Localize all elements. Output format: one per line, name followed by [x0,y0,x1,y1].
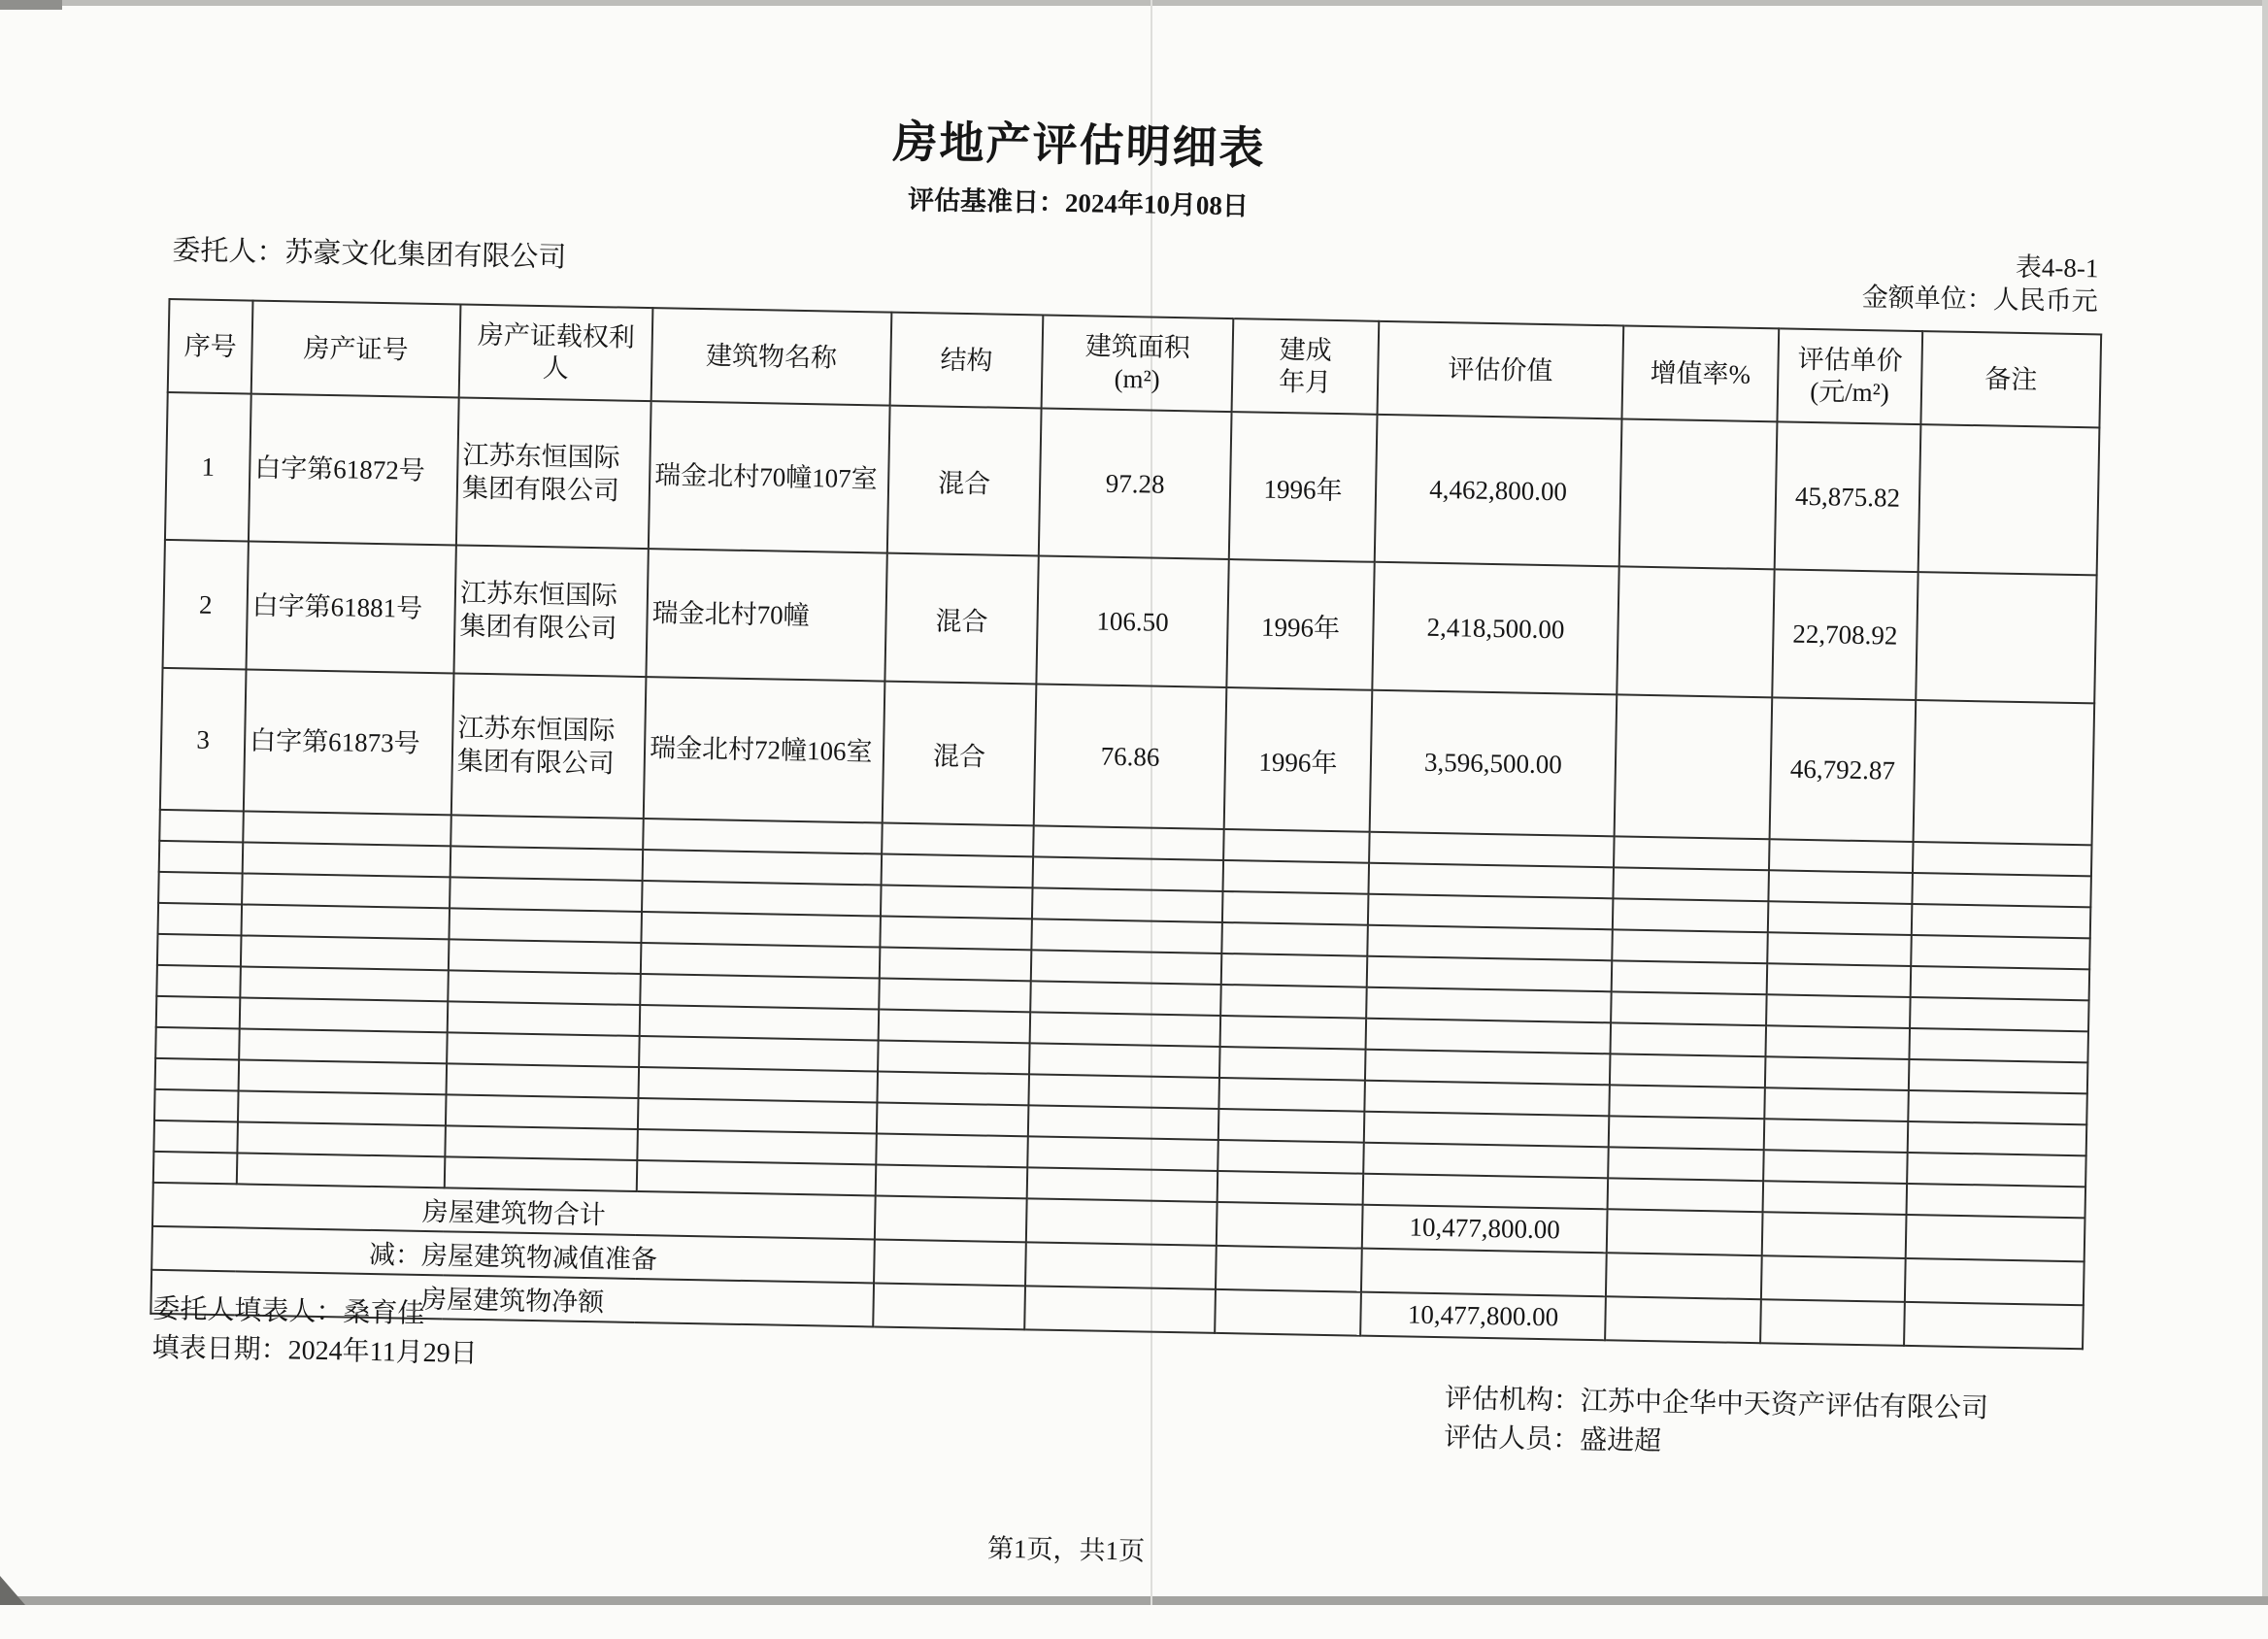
empty-cell [239,1059,448,1094]
empty-cell [1765,1025,1910,1059]
empty-cell [879,1010,1031,1044]
cell-remarks [1918,424,2100,575]
col-header-unit-price: 评估单价 (元/m²) [1777,328,1922,424]
empty-cell [1031,919,1222,953]
empty-cell [1033,825,1224,860]
empty-cell [1218,1078,1365,1112]
empty-cell [1764,1087,1909,1121]
cell-structure [873,1283,1025,1329]
empty-cell [877,1071,1029,1105]
empty-cell [238,1090,447,1125]
empty-cell [640,1005,880,1041]
empty-cell [878,1040,1030,1074]
cell-remarks [1904,1302,2084,1349]
empty-cell [449,908,642,943]
empty-cell [153,1121,238,1154]
empty-cell [243,811,451,846]
empty-cell [243,842,451,877]
empty-cell [448,1001,641,1036]
empty-cell [1366,1019,1612,1054]
empty-cell [1909,1028,2088,1062]
cell-appraised-value: 4,462,800.00 [1375,415,1622,567]
empty-cell [638,1067,878,1103]
empty-cell [239,1028,448,1063]
empty-cell [159,810,244,843]
fill-date-line: 填表日期：2024年11月29日 [151,1332,478,1369]
empty-cell [1908,1090,2087,1124]
empty-cell [1029,1043,1220,1078]
empty-cell [637,1129,877,1165]
empty-cell [445,1156,638,1191]
empty-cell [242,873,450,908]
cell-appreciation-rate [1607,1209,1763,1255]
cell-structure: 混合 [884,553,1038,685]
col-header-year-built: 建成 年月 [1232,318,1380,415]
col-header-owner: 房产证载权利人 [459,304,653,401]
cell-year-built: 1996年 [1224,687,1373,832]
empty-cell [1369,832,1615,868]
scan-edge-top [0,0,2268,6]
cell-remarks [1914,700,2095,845]
col-header-cert-no: 房产证号 [251,301,461,398]
empty-cell [1907,1184,2086,1218]
cell-unit-price: 45,875.82 [1775,421,1921,572]
empty-cell [1766,994,1911,1028]
empty-cell [240,966,449,1001]
cell-unit-price [1762,1212,1907,1258]
empty-cell [237,1121,446,1156]
empty-cell [1612,929,1768,963]
empty-cell [156,996,241,1029]
cell-appraised-value: 10,477,800.00 [1360,1292,1606,1341]
summary-label-impairment: 减：房屋建筑物减值准备 [151,1226,875,1284]
cell-appreciation-rate [1606,1253,1762,1299]
cell-structure [874,1239,1026,1286]
empty-cell [241,904,450,939]
empty-cell [643,850,883,886]
empty-cell [1907,1153,2086,1187]
empty-cell [876,1133,1028,1167]
col-header-building-name: 建筑物名称 [651,308,892,405]
empty-cell [1033,856,1224,891]
empty-cell [445,1125,638,1160]
empty-cell [876,1164,1028,1198]
empty-cell [1368,894,1614,930]
cell-seq: 2 [163,540,249,670]
cell-remarks [1905,1258,2085,1305]
empty-cell [1031,950,1222,985]
cell-floor-area: 97.28 [1039,408,1232,559]
empty-cell [1908,1121,2087,1155]
empty-cell [1912,904,2091,938]
empty-cell [241,935,450,970]
empty-cell [1911,935,2090,969]
empty-cell [1913,842,2092,876]
cell-floor-area [1025,1242,1217,1289]
empty-cell [1367,956,1613,992]
empty-cell [1610,1054,1766,1087]
empty-cell [450,846,644,881]
empty-cell [1768,901,1913,935]
empty-cell [448,970,641,1005]
cell-year-built [1217,1202,1363,1249]
empty-cell [1218,1109,1365,1143]
cell-seq: 1 [165,392,251,542]
col-header-remarks: 备注 [1920,331,2101,427]
empty-cell [1219,1047,1366,1081]
empty-cell [156,965,241,998]
empty-cell [1030,1012,1221,1047]
cell-cert-no: 白字第61881号 [247,542,456,674]
appraiser-line: 评估人员：盛进超 [1443,1422,1662,1457]
col-header-structure: 结构 [890,313,1044,409]
empty-cell [1220,1016,1367,1050]
cell-structure [875,1195,1027,1242]
col-header-appraised-value: 评估价值 [1378,321,1624,419]
cell-owner: 江苏东恒国际集团有限公司 [451,673,647,819]
empty-cell [158,872,243,905]
empty-cell [157,934,242,967]
cell-building-name: 瑞金北村70幢 [646,549,886,681]
empty-cell [1028,1074,1219,1109]
cell-seq: 3 [160,668,247,812]
empty-cell [1909,1059,2088,1093]
cell-cert-no: 白字第61872号 [249,394,459,546]
empty-cell [640,974,880,1010]
empty-cell [1911,966,2090,1000]
page-title: 房地产评估明细表 [892,117,1266,174]
empty-cell [879,979,1031,1013]
col-header-appreciation-rate: 增值率% [1621,325,1779,421]
cell-floor-area [1024,1286,1216,1333]
cell-year-built: 1996年 [1226,559,1374,690]
empty-cell [1613,867,1769,901]
cell-appraised-value: 2,418,500.00 [1372,562,1618,695]
empty-cell [1364,1081,1610,1117]
cell-unit-price [1760,1299,1905,1346]
cell-appreciation-rate [1619,418,1778,569]
cell-unit-price: 46,792.87 [1770,697,1917,842]
cell-year-built: 1996年 [1229,412,1378,562]
empty-cell [1027,1167,1218,1202]
empty-cell [643,819,883,854]
cell-floor-area: 76.86 [1034,684,1227,829]
empty-cell [447,1063,640,1098]
empty-cell [158,903,243,936]
empty-cell [1223,829,1370,863]
agency-line: 评估机构：江苏中企华中天资产评估有限公司 [1444,1384,1989,1424]
empty-cell [1367,925,1613,961]
cell-remarks [1906,1215,2085,1261]
empty-cell [880,948,1032,982]
document-header [10,101,2147,239]
cell-owner: 江苏东恒国际集团有限公司 [453,545,648,677]
empty-cell [1610,1022,1766,1056]
empty-cell [1217,1140,1364,1174]
cell-structure: 混合 [887,406,1042,556]
empty-cell [1613,898,1769,932]
cell-unit-price [1761,1255,1906,1302]
empty-cell [1768,870,1913,904]
empty-cell [153,1152,238,1185]
cell-building-name: 瑞金北村70幢107室 [649,401,890,552]
empty-cell [1032,887,1223,922]
empty-cell [641,943,881,979]
cell-appreciation-rate [1617,566,1774,697]
preparer-line: 委托人填表人：桑育佳 [152,1293,425,1329]
empty-cell [1612,960,1768,994]
empty-cell [450,815,644,850]
currency-unit: 金额单位：人民币元 [1861,282,2099,317]
empty-cell [1912,873,2091,907]
cell-year-built [1216,1246,1362,1292]
cell-remarks [1916,572,2096,703]
empty-cell [639,1036,879,1072]
empty-cell [1763,1181,1908,1215]
empty-cell [1363,1143,1609,1179]
page-indicator: 第1页，共1页 [986,1533,1146,1566]
empty-cell [642,881,882,917]
empty-cell [1910,997,2089,1031]
cell-floor-area: 106.50 [1036,555,1228,687]
empty-cell [881,886,1033,920]
empty-cell [638,1098,878,1134]
empty-cell [877,1102,1029,1136]
empty-cell [1368,863,1614,899]
empty-cell [1609,1085,1765,1119]
empty-cell [155,1058,240,1091]
empty-cell [155,1027,240,1060]
scan-edge-right [2262,0,2268,1605]
empty-cell [1609,1116,1765,1150]
cell-owner: 江苏东恒国际集团有限公司 [456,397,651,549]
empty-cell [1767,963,1912,997]
empty-cell [1364,1112,1610,1148]
empty-cell [1027,1136,1218,1171]
empty-cell [882,854,1034,888]
empty-cell [1611,991,1767,1025]
summary-label-net: 房屋建筑物净额 [150,1270,874,1327]
empty-cell [1220,985,1367,1019]
empty-cell [1764,1119,1909,1153]
appraisal-table [150,298,2102,1350]
cell-appraised-value: 10,477,800.00 [1362,1205,1608,1254]
cell-year-built [1215,1289,1361,1336]
empty-cell [449,939,642,974]
table-meta [1862,248,2099,318]
empty-cell [1217,1171,1364,1205]
empty-cell [1608,1178,1764,1212]
cell-building-name: 瑞金北村72幢106室 [644,677,885,822]
empty-cell [1769,839,1914,873]
valuation-base-date: 评估基准日：2024年10月08日 [907,184,1250,221]
empty-cell [1222,860,1369,894]
empty-cell [1765,1056,1910,1090]
empty-cell [1608,1147,1764,1181]
cell-unit-price: 22,708.92 [1772,569,1918,700]
empty-cell [1365,1050,1611,1086]
empty-cell [1222,891,1369,925]
empty-cell [159,841,244,874]
cell-appreciation-rate [1615,694,1773,839]
cell-appreciation-rate [1605,1296,1761,1343]
summary-label-total: 房屋建筑物合计 [152,1183,876,1240]
col-header-floor-area: 建筑面积 (m²) [1042,315,1234,412]
empty-cell [446,1094,639,1129]
col-header-seq: 序号 [168,299,253,394]
empty-cell [240,997,449,1032]
empty-cell [1366,987,1612,1023]
empty-cell [1030,981,1221,1016]
empty-cell [1767,932,1912,966]
agency-block [1444,1380,1988,1467]
cell-floor-area [1026,1198,1217,1246]
cell-appraised-value: 3,596,500.00 [1370,690,1618,837]
empty-cell [637,1160,877,1196]
cell-cert-no: 白字第61873号 [244,670,454,816]
empty-cell [1363,1174,1609,1210]
empty-cell [882,823,1034,857]
table-number: 表4-8-1 [2015,251,2099,284]
cell-structure: 混合 [883,682,1037,826]
preparer-block [151,1290,478,1374]
empty-cell [641,912,881,948]
empty-cell [1028,1105,1219,1140]
empty-cell [1763,1150,1908,1184]
empty-cell [447,1032,640,1067]
cell-appraised-value [1361,1249,1607,1297]
empty-cell [450,877,643,912]
empty-cell [1614,836,1770,870]
client-line: 委托人：苏豪文化集团有限公司 [172,235,567,274]
empty-cell [237,1153,446,1187]
empty-cell [1221,953,1368,987]
empty-cell [880,917,1032,951]
empty-cell [1221,922,1368,956]
empty-cell [154,1089,239,1122]
document-sheet [0,6,2237,1639]
